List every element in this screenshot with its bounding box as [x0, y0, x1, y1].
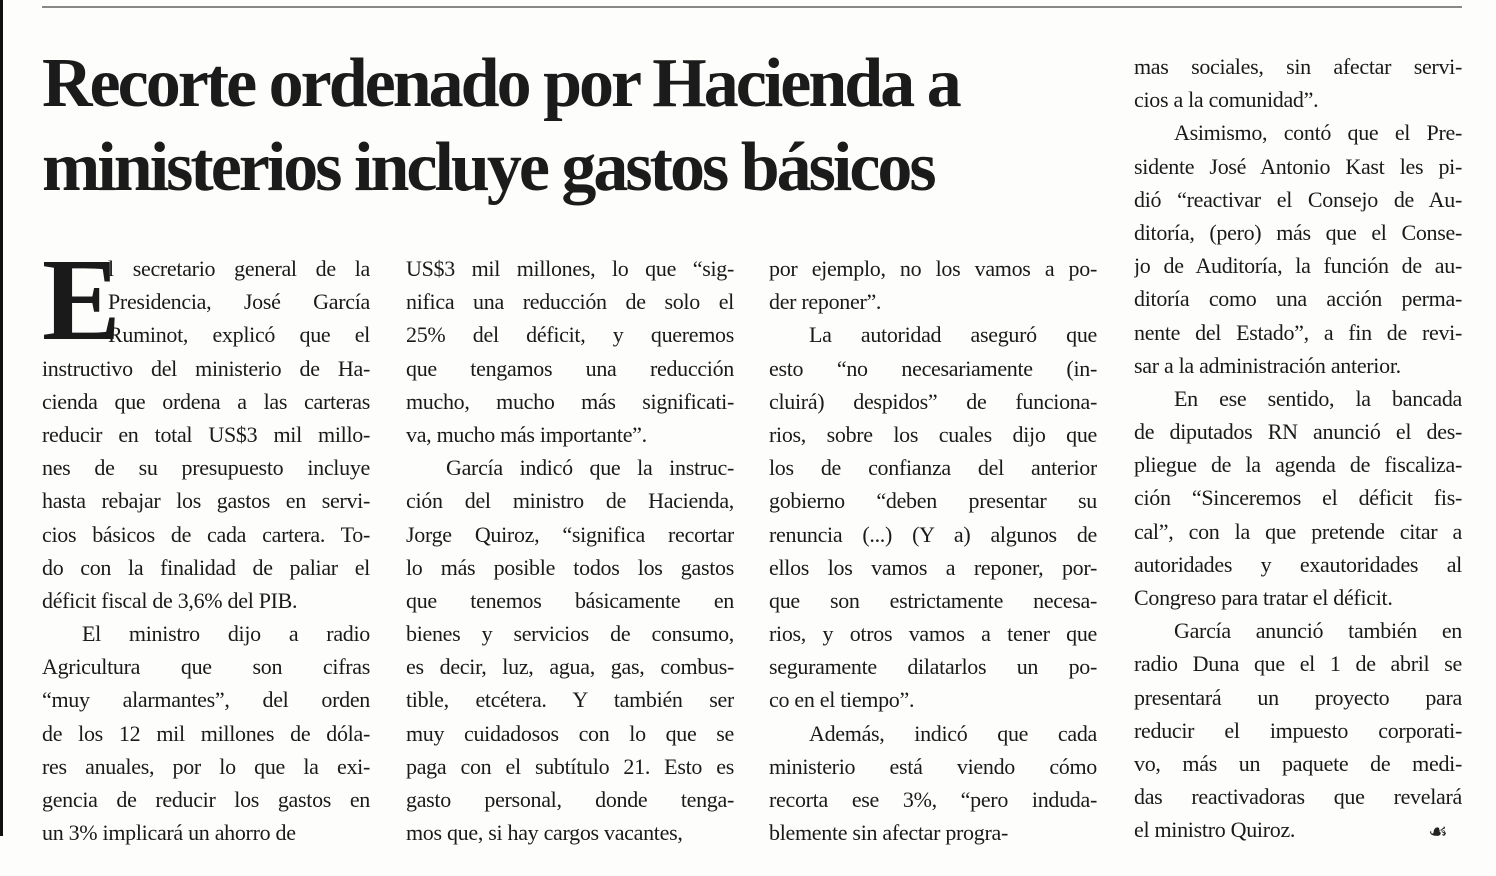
text-line: nifica una reducción de solo el — [406, 289, 734, 315]
drop-cap: E — [42, 234, 121, 365]
text-line: gobierno “deben presentar su — [769, 488, 1097, 514]
paragraph — [406, 451, 734, 849]
text-line: los de confianza del anterior — [769, 455, 1097, 481]
text-line: el ministro Quiroz. — [1134, 817, 1296, 843]
text-line: vo, más un paquete de medi- — [1134, 750, 1462, 776]
paragraph — [1134, 614, 1462, 846]
text-line: paga con el subtítulo 21. Esto es — [406, 753, 734, 779]
paragraph — [1134, 50, 1462, 116]
text-line: García indicó que la instruc- — [446, 455, 734, 481]
text-line: res anuales, por lo que la exi- — [42, 753, 370, 779]
text-line: radio Duna que el 1 de abril se — [1134, 651, 1462, 677]
text-line: de diputados RN anunció el des- — [1134, 419, 1462, 445]
text-line: déficit fiscal de 3,6% del PIB. — [42, 587, 298, 613]
text-line: seguramente dilatarlos un po- — [769, 654, 1097, 680]
text-line: autoridades y exautoridades al — [1134, 551, 1462, 577]
text-line: En ese sentido, la bancada — [1174, 385, 1462, 411]
text-line: muy cuidadosos con lo que se — [406, 720, 734, 746]
headline-line-2: ministerios incluye gastos básicos — [42, 129, 934, 206]
left-border-rule — [0, 0, 3, 836]
text-line: 25% del déficit, y queremos — [406, 322, 734, 348]
text-line: mucho, mucho más significati- — [406, 388, 734, 414]
paragraph — [769, 252, 1097, 318]
text-line: “muy alarmantes”, del orden — [42, 687, 370, 713]
text-line: sar a la administración anterior. — [1134, 352, 1401, 378]
text-line: der reponer”. — [769, 289, 882, 315]
text-line: do con la finalidad de paliar el — [42, 554, 370, 580]
text-line: El ministro dijo a radio — [82, 621, 370, 647]
text-line: recorta ese 3%, “pero induda- — [769, 787, 1097, 812]
text-line: ellos los vamos a reponer, por- — [769, 554, 1097, 580]
paragraph — [769, 717, 1097, 850]
text-line: va, mucho más importante”. — [406, 421, 647, 447]
text-line: cios básicos de cada cartera. To- — [42, 521, 370, 547]
text-line: US$3 mil millones, lo que “sig- — [406, 256, 734, 281]
paragraph — [42, 617, 370, 849]
text-line: reducir el impuesto corporati- — [1134, 717, 1462, 743]
text-line: mas sociales, sin afectar servi- — [1134, 54, 1462, 79]
paragraph — [1134, 382, 1462, 614]
text-line: de los 12 mil millones de dóla- — [42, 720, 370, 746]
text-line: ministerio está viendo cómo — [769, 753, 1097, 779]
end-of-article-mark: ☙ — [1428, 820, 1448, 845]
text-line: cal”, con la que pretende citar a — [1134, 518, 1462, 544]
text-line: reducir en total US$3 mil millo- — [42, 421, 370, 447]
text-line: hasta rebajar los gastos en servi- — [42, 488, 370, 514]
text-line: ditoría, (pero) más que el Conse- — [1134, 219, 1462, 245]
text-line: co en el tiempo”. — [769, 687, 915, 713]
headline-line-1: Recorte ordenado por Hacienda a — [42, 45, 959, 122]
text-line: bienes y servicios de consumo, — [406, 621, 734, 647]
text-line: que tenemos básicamente en — [406, 587, 734, 613]
text-line: instructivo del ministerio de Ha- — [42, 355, 370, 381]
headline — [42, 42, 1122, 210]
text-line: ditoría como una acción perma- — [1134, 286, 1462, 312]
paragraph — [1134, 116, 1462, 382]
paragraph — [769, 318, 1097, 716]
text-line: l secretario general de la — [108, 256, 370, 281]
text-line: cienda que ordena a las carteras — [42, 388, 370, 414]
text-line: Congreso para tratar el déficit. — [1134, 585, 1393, 610]
text-line: pliegue de la agenda de fiscaliza- — [1134, 452, 1462, 478]
text-line: nente del Estado”, a fin de revi- — [1134, 319, 1462, 345]
article-column-3 — [769, 252, 1097, 849]
text-line: Ruminot, explicó que el — [108, 322, 370, 348]
text-line: por ejemplo, no los vamos a po- — [769, 256, 1097, 281]
text-line: ción del ministro de Hacienda, — [406, 488, 734, 514]
text-line: dió “reactivar el Consejo de Au- — [1134, 186, 1462, 212]
top-border-rule — [42, 6, 1462, 8]
paragraph — [406, 252, 734, 451]
text-line: lo más posible todos los gastos — [406, 554, 734, 580]
text-line: Agricultura que son cifras — [42, 654, 370, 680]
text-line: La autoridad aseguró que — [809, 322, 1097, 348]
text-line: García anunció también en — [1174, 618, 1462, 644]
text-line: sidente José Antonio Kast les pi- — [1134, 153, 1462, 179]
text-line: rios, y otros vamos a tener que — [769, 621, 1097, 647]
text-line: ción “Sinceremos el déficit fis- — [1134, 485, 1462, 511]
text-line: tible, etcétera. Y también ser — [406, 687, 734, 713]
text-line: gencia de reducir los gastos en — [42, 787, 370, 812]
text-line: mos que, si hay cargos vacantes, — [406, 820, 683, 846]
text-line: jo de Auditoría, la función de au- — [1134, 253, 1462, 279]
text-line: blemente sin afectar progra- — [769, 820, 1008, 846]
text-line: un 3% implicará un ahorro de — [42, 820, 296, 846]
article-column-4 — [1134, 50, 1462, 847]
article-column-2 — [406, 252, 734, 849]
text-line: Jorge Quiroz, “significa recortar — [406, 521, 734, 547]
text-line: Además, indicó que cada — [809, 720, 1097, 746]
text-line: rios, sobre los cuales dijo que — [769, 421, 1097, 447]
text-line: renuncia (...) (Y a) algunos de — [769, 521, 1097, 547]
text-line: es decir, luz, agua, gas, combus- — [406, 654, 734, 680]
text-line: que tengamos una reducción — [406, 355, 734, 381]
text-line: presentará un proyecto para — [1134, 684, 1462, 710]
text-line: esto “no necesariamente (in- — [769, 355, 1097, 381]
text-line: nes de su presupuesto incluye — [42, 455, 370, 481]
article-column-1 — [42, 234, 370, 849]
text-line: Presidencia, José García — [108, 289, 370, 315]
text-line: gasto personal, donde tenga- — [406, 787, 734, 812]
text-line: das reactivadoras que revelará — [1134, 784, 1462, 810]
text-line: Asimismo, contó que el Pre- — [1174, 120, 1462, 146]
text-line: cios a la comunidad”. — [1134, 87, 1319, 113]
text-line: que son estrictamente necesa- — [769, 587, 1097, 613]
text-line: cluirá) despidos” de funciona- — [769, 388, 1097, 414]
